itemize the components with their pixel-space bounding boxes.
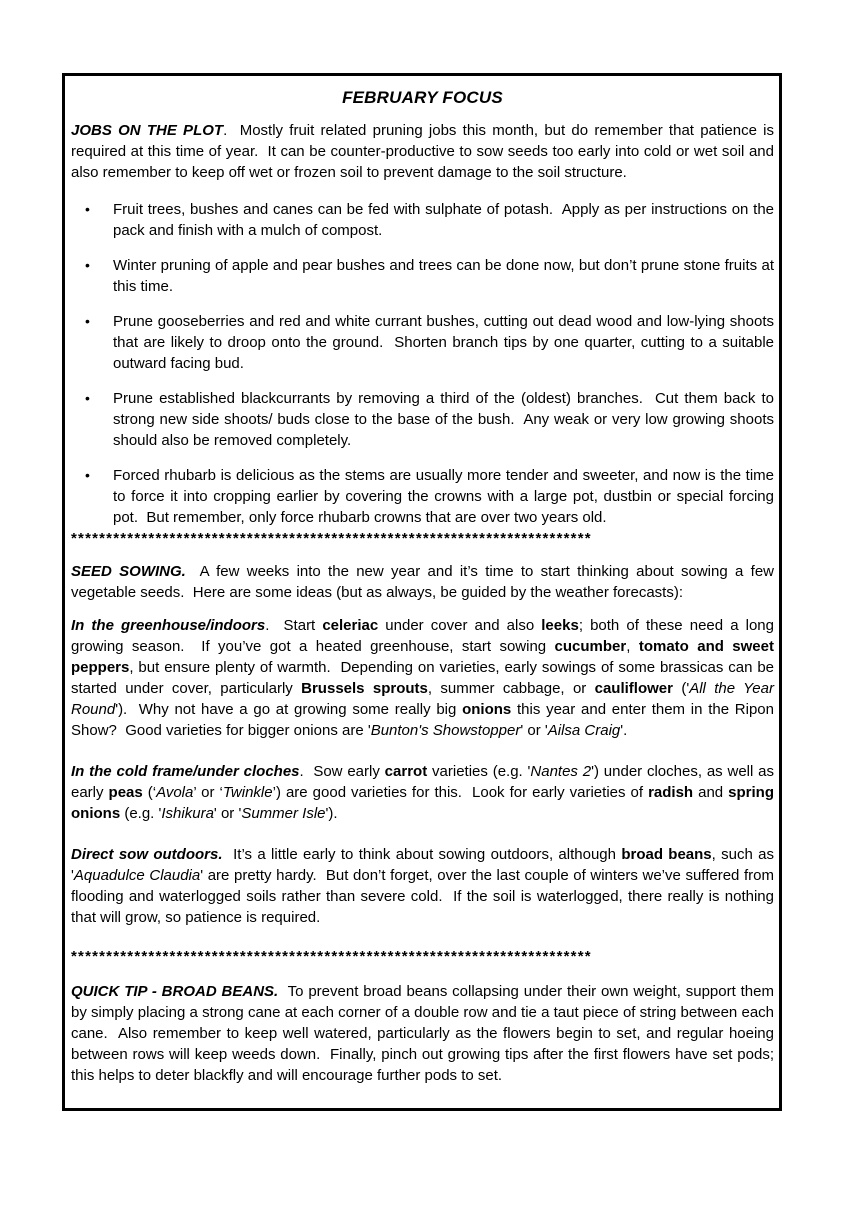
cold-frame-paragraph: In the cold frame/under cloches. Sow early carrot varieties (e.g. 'Nantes 2') under cloches, as well as early peas (‘Avola’ or ‘Twinkle’) are good varieties for this. Look for early varieties of radish and spring onions (e.g. 'Ishikura' or 'Summer Isle'). <box>71 763 779 822</box>
asterisk-divider: ************************************************************************** <box>71 530 592 547</box>
bullet-icon: • <box>85 201 90 217</box>
bullet-icon: • <box>85 390 90 406</box>
bullet-text: Prune gooseberries and red and white currant bushes, cutting out dead wood and low-lying shoots that are likely to droop onto the ground. Shorten branch tips by one quarter, cutting to a suitable outward facing bud. <box>113 313 779 372</box>
direct-sow-paragraph: Direct sow outdoors. It’s a little early to think about sowing outdoors, although broad beans, such as 'Aquadulce Claudia' are pretty hardy. But don’t forget, over the last couple of winters we’ve suffered from flooding and waterlogged soils rather than severe cold. If the soil is waterlogged, there really is nothing that will grow, so patience is required. <box>71 846 779 926</box>
page-title: FEBRUARY FOCUS <box>342 88 503 107</box>
bullet-icon: • <box>85 313 90 329</box>
bullet-item <box>71 311 779 374</box>
bullet-icon: • <box>85 257 90 273</box>
asterisk-divider: ************************************************************************** <box>71 948 592 965</box>
seed-sowing-paragraph: SEED SOWING. A few weeks into the new year and it’s time to start thinking about sowing a few vegetable seeds. Here are some ideas (but as always, be guided by the weather forecasts): <box>71 563 779 601</box>
bullet-text: Winter pruning of apple and pear bushes and trees can be done now, but don’t prune stone fruits at this time. <box>113 257 779 295</box>
bullet-text: Fruit trees, bushes and canes can be fed with sulphate of potash. Apply as per instructions on the pack and finish with a mulch of compost. <box>113 201 779 239</box>
greenhouse-indoors-paragraph: In the greenhouse/indoors. Start celeriac under cover and also leeks; both of these need a long growing season. If you’ve got a heated greenhouse, start sowing cucumber, tomato and sweet peppers, but ensure plenty of warmth. Depending on varieties, early sowings of some brassicas can be started under cover, particularly Brussels sprouts, summer cabbage, or cauliflower ('All the Year Round'). Why not have a go at growing some really big onions this year and enter them in the Ripon Show? Good varieties for bigger onions are 'Bunton's Showstopper' or 'Ailsa Craig'. <box>71 617 779 739</box>
newsletter-frame <box>62 73 782 1111</box>
bullet-item <box>71 255 779 297</box>
bullet-text: Forced rhubarb is delicious as the stems are usually more tender and sweeter, and now is the time to force it into cropping earlier by covering the crowns with a large pot, dustbin or special forcing pot. But remember, only force rhubarb crowns that are over two years old. <box>113 467 779 526</box>
jobs-bullet-list <box>71 199 779 528</box>
jobs-on-the-plot-paragraph: JOBS ON THE PLOT. Mostly fruit related pruning jobs this month, but do remember that patience is required at this time of year. It can be counter-productive to sow seeds too early into cold or wet soil and also remember to keep off wet or frozen soil to prevent damage to the soil structure. <box>71 122 779 181</box>
bullet-item <box>71 465 779 528</box>
bullet-item <box>71 199 779 241</box>
quick-tip-paragraph: QUICK TIP - BROAD BEANS. To prevent broad beans collapsing under their own weight, support them by simply placing a strong cane at each corner of a double row and tie a taut piece of string between each cane. Also remember to keep well watered, particularly as the flowers begin to set, and regular hoeing between rows will keep weeds down. Finally, pinch out growing tips after the first flowers have set pods; this helps to deter blackfly and will encourage further pods to set. <box>71 983 779 1084</box>
bullet-icon: • <box>85 467 90 483</box>
bullet-item <box>71 388 779 451</box>
bullet-text: Prune established blackcurrants by removing a third of the (oldest) branches. Cut them back to strong new side shoots/ buds close to the base of the bush. Any weak or very low growing shoots should also be removed completely. <box>113 390 779 449</box>
